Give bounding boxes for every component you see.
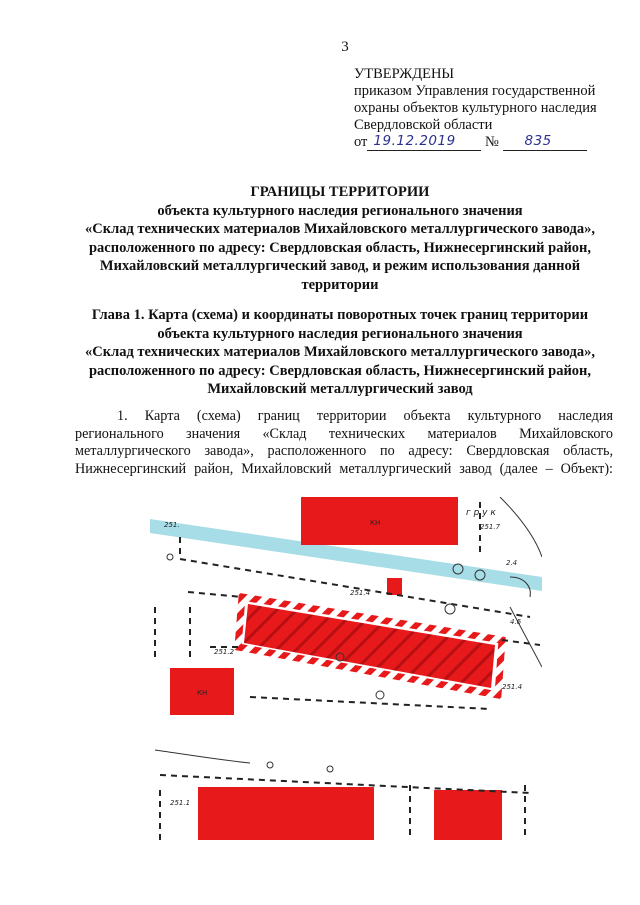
title-line: расположенного по адресу: Свердловская область, Нижнесергинский район, [88,239,592,256]
chapter-line: Глава 1. Карта (схема) и координаты поворотных точек границ территории [91,307,589,323]
date-prefix: от [354,134,368,150]
chapter-line: «Склад технических материалов Михайловского металлургического завода», [85,344,595,360]
paragraph-text: 1. Карта (схема) границ территории объекта культурного наследия [117,408,613,424]
chapter-heading [40,306,640,399]
map-scheme-2 [150,745,542,840]
approval-block [354,66,640,151]
chapter-line: Михайловский металлургический завод [207,381,473,397]
title-line: Михайловский металлургический завод, и режим использования данной [99,258,581,274]
street-label: г р у к [466,508,496,518]
number-field [503,135,587,151]
chapter-line: расположенного по адресу: Свердловская область, Нижнесергинский район, [88,362,592,379]
number-prefix: № [485,134,499,150]
elevation-label: 2.4 [506,559,518,567]
elevation-label: 251.4 [350,589,371,597]
date-field [367,135,481,151]
map-scheme-1 [150,497,542,715]
approval-line: приказом Управления государственной [354,83,596,99]
paragraph-line: регионального значения «Склад технических материалов Михайловского [75,425,613,442]
elevation-label: 251.7 [480,523,501,531]
kn-label: КН [370,519,381,527]
number-value: 835 [524,133,552,149]
building [434,790,502,840]
elevation-label: 251.4 [502,683,523,691]
elevation-label: 251. [164,521,180,529]
document-title [40,183,640,294]
approval-date-row [354,134,640,151]
elevation-label: 4.6 [510,618,522,626]
building [198,787,374,840]
title-line: «Склад технических материалов Михайловского металлургического завода», [85,221,595,237]
page-number: 3 [341,39,349,55]
elevation-label: 251.1 [170,799,191,807]
paragraph-line [75,408,613,426]
chapter-line: объекта культурного наследия регионального значения [157,325,523,342]
title-line: объекта культурного наследия регионального значения [157,202,523,219]
paragraph-line: металлургического завода», расположенного по адресу: Свердловская область, [75,443,613,459]
paragraph-line: Нижнесергинский район, Михайловский металлургический завод (далее – Объект): [75,460,613,477]
approval-heading: УТВЕРЖДЕНЫ [354,66,455,82]
paragraph-1 [75,408,613,478]
title-line: ГРАНИЦЫ ТЕРРИТОРИИ [250,184,430,200]
date-value: 19.12.2019 [373,133,456,149]
building-small [387,578,402,595]
approval-line: охраны объектов культурного наследия [354,100,597,116]
title-line: территории [301,276,379,293]
elevation-label: 251.2 [214,648,235,656]
approval-line: Свердловской области [354,117,493,133]
kn-label: КН [197,689,208,697]
